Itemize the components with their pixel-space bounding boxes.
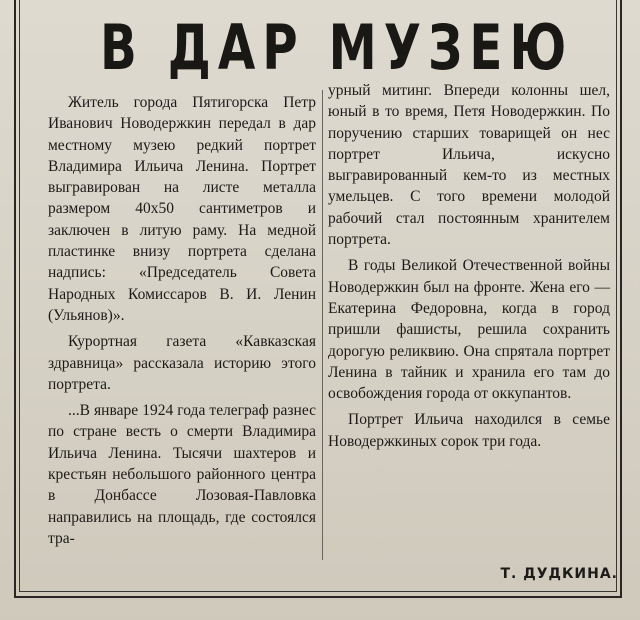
paragraph: Портрет Ильича находился в семье Новодержкиных сорок три года.: [328, 411, 610, 450]
article-column-right: [328, 80, 610, 452]
paragraph: Житель города Пятигорска Петр Иванович Новодержкин передал в дар местному музею редкий портрет Владимира Ильича Ленина. Портрет выгравирован на листе металла размером 40х50 сантиметров и заключен в литую раму. На медной пластинке внизу портрета сделана надпись: «Председатель Совета Народных Комиссаров В. И. Ленин (Ульянов)».: [48, 94, 316, 324]
column-divider: [322, 90, 323, 560]
paragraph: В годы Великой Отечественной войны Новодержкин был на фронте. Жена его — Екатерина Федоровна, когда в город пришли фашисты, решила сохранить дорогую реликвию. Она спрятала портрет Ленина в тайник и хранила его там до освобождения города от оккупантов.: [328, 257, 610, 403]
headline: В ДАР МУЗЕЮ: [100, 11, 574, 84]
author-signature: Т. ДУДКИНА.: [500, 566, 618, 582]
paragraph: ...В январе 1924 года телеграф разнес по стране весть о смерти Владимира Ильича Ленина. Тысячи шахтеров и крестьян небольшого районного центра в Донбассе Лозовая-Павловка направились на площадь, где состоялся тра-: [48, 402, 316, 547]
paragraph: урный митинг. Впереди колонны шел, юный в то время, Петя Новодержкин. По поручению старших товарищей он нес портрет Ильича, искусно выгравированный кем-то из местных умельцев. С того времени молодой рабочий стал постоянным хранителем портрета.: [328, 82, 610, 249]
article-column-left: [48, 92, 316, 549]
paragraph: Курортная газета «Кавказская здравница» рассказала историю этого портрета.: [48, 333, 316, 393]
